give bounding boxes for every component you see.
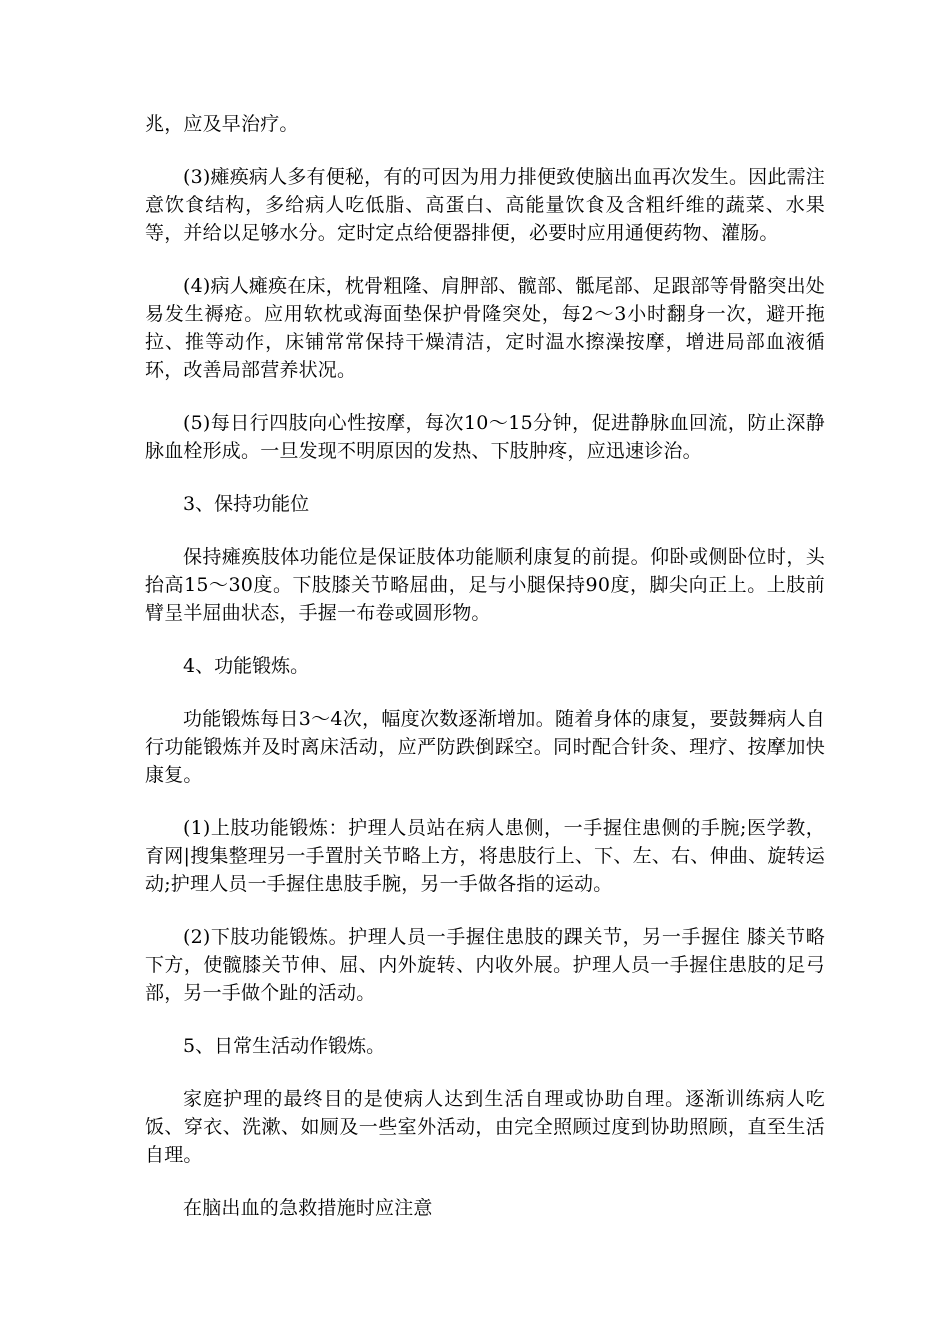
paragraph-continuation: 兆，应及早治疗。 (145, 113, 299, 135)
paragraph-limb-massage: (5)每日行四肢向心性按摩，每次10～15分钟，促进静脉血回流，防止深静脉血栓形成。一旦发现不明原因的发热、下肢肿疼，应迅速诊治。 (145, 412, 825, 462)
section-heading-daily-activities: 5、日常生活动作锻炼。 (183, 1035, 386, 1057)
paragraph-functional-position: 保持瘫痪肢体功能位是保证肢体功能顺利康复的前提。仰卧或侧卧位时，头抬高15～30度。下肢膝关节略屈曲，足与小腿保持90度，脚尖向正上。上肢前臂呈半屈曲状态，手握一布卷或圆形物。 (145, 546, 825, 624)
section-heading-functional-position: 3、保持功能位 (183, 493, 310, 515)
paragraph-functional-exercise: 功能锻炼每日3～4次，幅度次数逐渐增加。随着身体的康复，要鼓舞病人自行功能锻炼并及时离床活动，应严防跌倒踩空。同时配合针灸、理疗、按摩加快康复。 (145, 708, 825, 786)
paragraph-constipation: (3)瘫痪病人多有便秘，有的可因为用力排便致使脑出血再次发生。因此需注意饮食结构，多给病人吃低脂、高蛋白、高能量饮食及含粗纤维的蔬菜、水果等，并给以足够水分。定时定点给便器排便，必要时应用通便药物、灌肠。 (145, 166, 825, 244)
paragraph-lower-limb-exercise: (2)下肢功能锻炼。护理人员一手握住患肢的踝关节，另一手握住 膝关节略下方，使髋膝关节伸、屈、内外旋转、内收外展。护理人员一手握住患肢的足弓部，另一手做个趾的活动。 (145, 926, 825, 1004)
paragraph-upper-limb-exercise: (1)上肢功能锻炼：护理人员站在病人患侧，一手握住患侧的手腕;医学教，育网|搜集整理另一手置肘关节略上方，将患肢行上、下、左、右、伸曲、旋转运动;护理人员一手握住患肢手腕，另一手做各指的运动。 (145, 817, 825, 895)
section-heading-functional-exercise: 4、功能锻炼。 (183, 655, 310, 677)
paragraph-daily-activities: 家庭护理的最终目的是使病人达到生活自理或协助自理。逐渐训练病人吃饭、穿衣、洗漱、如厕及一些室外活动，由完全照顾过度到协助照顾，直至生活自理。 (145, 1088, 825, 1166)
paragraph-emergency-note: 在脑出血的急救措施时应注意 (183, 1197, 433, 1219)
document-body (145, 110, 825, 1247)
paragraph-bedsore-prevention: (4)病人瘫痪在床，枕骨粗隆、肩胛部、髋部、骶尾部、足跟部等骨骼突出处易发生褥疮。应用软枕或海面垫保护骨隆突处，每2～3小时翻身一次，避开拖拉、推等动作，床铺常常保持干燥清洁，定时温水擦澡按摩，增进局部血液循环，改善局部营养状况。 (145, 275, 825, 381)
